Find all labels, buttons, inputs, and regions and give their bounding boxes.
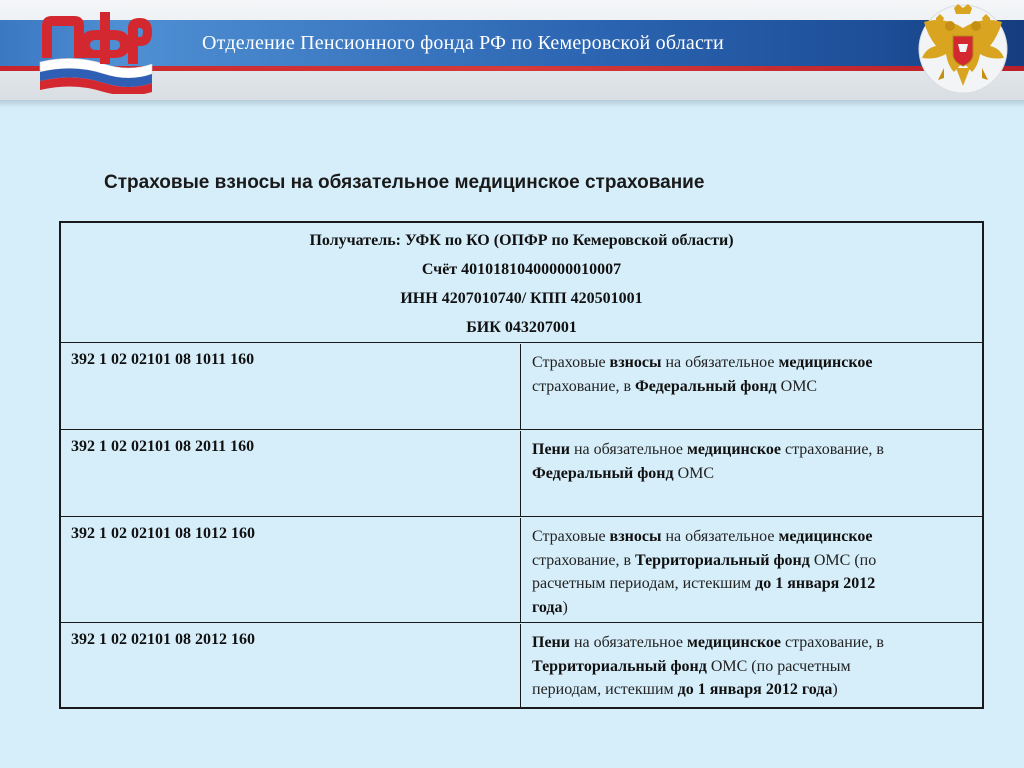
- payment-details-table: [59, 221, 984, 709]
- recipient-name: Получатель: УФК по КО (ОПФР по Кемеровской области): [309, 232, 734, 249]
- kbk-code: 392 1 02 02101 08 2011 160: [61, 431, 521, 516]
- header-shadow: [0, 100, 1024, 108]
- header-title: Отделение Пенсионного фонда РФ по Кемеровской области: [202, 32, 724, 54]
- kbk-description: Пени на обязательное медицинское страхование, в Федеральный фонд ОМС: [532, 441, 884, 482]
- recipient-block: [61, 223, 982, 343]
- russian-coat-of-arms-icon: [914, 2, 1012, 96]
- recipient-account: Счёт 40101810400000010007: [421, 261, 622, 278]
- recipient-inn-kpp: ИНН 4207010740/ КПП 420501001: [400, 290, 643, 307]
- recipient-bik: БИК 043207001: [466, 319, 577, 336]
- page-title: Страховые взносы на обязательное медицинское страхование: [104, 172, 705, 193]
- table-row: [61, 431, 982, 517]
- pfr-logo-icon: [34, 4, 158, 94]
- kbk-code: 392 1 02 02101 08 1012 160: [61, 518, 521, 622]
- table-row: [61, 624, 982, 707]
- kbk-description: Пени на обязательное медицинское страхование, в Территориальный фонд ОМС (по расчетным периодам, истекшим до 1 января 2012 года): [532, 634, 884, 698]
- header-banner: [0, 0, 1024, 100]
- kbk-code: 392 1 02 02101 08 2012 160: [61, 624, 521, 707]
- table-row: [61, 344, 982, 430]
- kbk-code: 392 1 02 02101 08 1011 160: [61, 344, 521, 429]
- table-row: [61, 518, 982, 623]
- kbk-description: Страховые взносы на обязательное медицинское страхование, в Федеральный фонд ОМС: [532, 354, 873, 395]
- kbk-description: Страховые взносы на обязательное медицинское страхование, в Территориальный фонд ОМС (по расчетным периодам, истекшим до 1 января 2012 года): [532, 528, 877, 616]
